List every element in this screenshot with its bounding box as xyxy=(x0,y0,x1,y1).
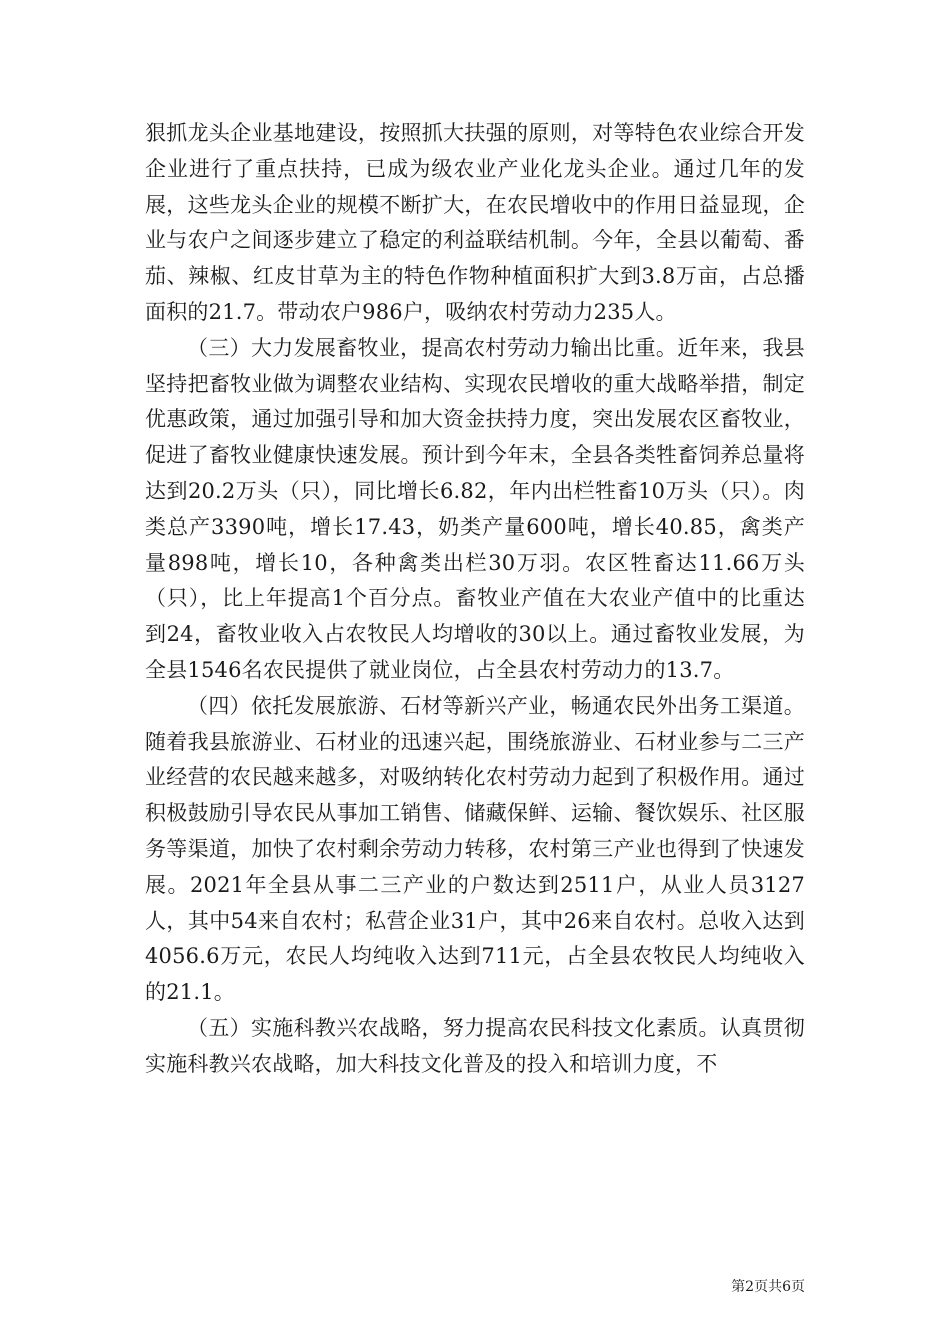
page-number: 第2页共6页 xyxy=(731,1279,805,1295)
paragraph-4: （五）实施科教兴农战略，努力提高农民科技文化素质。认真贯彻实施科教兴农战略，加大科技文化普及的投入和培训力度，不 xyxy=(145,1015,805,1076)
paragraph-2: （三）大力发展畜牧业，提高农村劳动力输出比重。近年来，我县坚持把畜牧业做为调整农业结构、实现农民增收的重大战略举措，制定优惠政策，通过加强引导和加大资金扶持力度，突出发展农区畜牧业，促进了畜牧业健康快速发展。预计到今年末，全县各类牲畜饲养总量将达到20.2万头（只），同比增长6.82，年内出栏牲畜10万头（只）。肉类总产3390吨，增长17.43，奶类产量600吨，增长40.85，禽类产量898吨，增长10，各种禽类出栏30万羽。农区牲畜达11.66万头（只），比上年提高1个百分点。畜牧业产值在大农业产值中的比重达到24，畜牧业收入占农牧民人均增收的30以上。通过畜牧业发展，为全县1546名农民提供了就业岗位，占全县农村劳动力的13.7。 xyxy=(145,335,805,682)
paragraph-3: （四）依托发展旅游、石材等新兴产业，畅通农民外出务工渠道。随着我县旅游业、石材业的迅速兴起，围绕旅游业、石材业参与二三产业经营的农民越来越多，对吸纳转化农村劳动力起到了积极作用。通过积极鼓励引导农民从事加工销售、储藏保鲜、运输、餐饮娱乐、社区服务等渠道，加快了农村剩余劳动力转移，农村第三产业也得到了快速发展。2021年全县从事二三产业的户数达到2511户，从业人员3127人，其中54来自农村；私营企业31户，其中26来自农村。总收入达到4056.6万元，农民人均纯收入达到711元，占全县农牧民人均纯收入的21.1。 xyxy=(145,693,805,1005)
document-body xyxy=(145,116,805,1083)
paragraph-1: 狠抓龙头企业基地建设，按照抓大扶强的原则，对等特色农业综合开发企业进行了重点扶持，已成为级农业产业化龙头企业。通过几年的发展，这些龙头企业的规模不断扩大，在农民增收中的作用日益显现，企业与农户之间逐步建立了稳定的利益联结机制。今年，全县以葡萄、番茄、辣椒、红皮甘草为主的特色作物种植面积扩大到3.8万亩，占总播面积的21.7。带动农户986户，吸纳农村劳动力235人。 xyxy=(145,121,805,324)
